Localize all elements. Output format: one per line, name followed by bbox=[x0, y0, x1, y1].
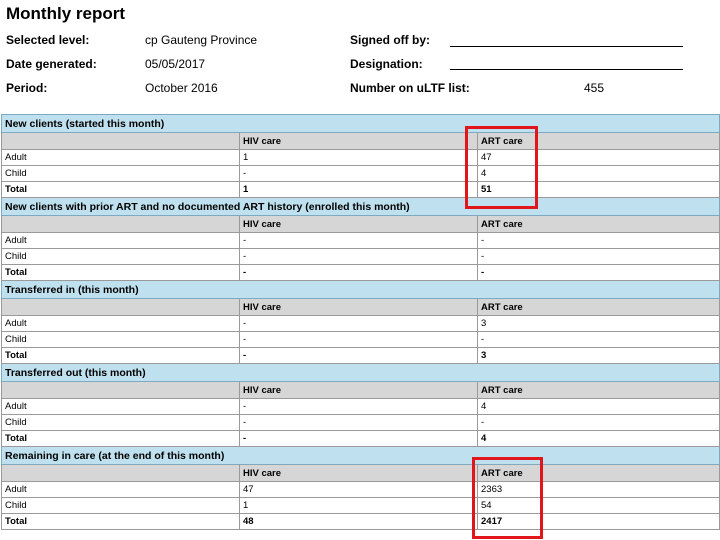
column-header-hiv: HIV care bbox=[240, 216, 478, 233]
signed-off-label: Signed off by: bbox=[350, 33, 430, 47]
column-header-row bbox=[2, 216, 720, 233]
section-header bbox=[2, 115, 720, 133]
column-header-blank bbox=[2, 133, 240, 150]
column-header-art: ART care bbox=[478, 216, 720, 233]
section-header bbox=[2, 281, 720, 299]
art-care-value: 51 bbox=[478, 182, 720, 198]
row-label: Adult bbox=[2, 150, 240, 166]
row-label: Child bbox=[2, 166, 240, 182]
ultf-value: 455 bbox=[584, 81, 605, 95]
art-care-value: 4 bbox=[478, 431, 720, 447]
selected-level-label: Selected level: bbox=[6, 33, 90, 47]
section-title: New clients with prior ART and no documented ART history (enrolled this month) bbox=[2, 198, 720, 216]
column-header-hiv: HIV care bbox=[240, 133, 478, 150]
date-generated-label: Date generated: bbox=[6, 57, 97, 71]
column-header-art: ART care bbox=[478, 299, 720, 316]
table-row bbox=[2, 265, 720, 281]
section-title: New clients (started this month) bbox=[2, 115, 720, 133]
hiv-care-value: - bbox=[240, 233, 478, 249]
row-label: Adult bbox=[2, 399, 240, 415]
column-header-hiv: HIV care bbox=[240, 382, 478, 399]
column-header-blank bbox=[2, 382, 240, 399]
row-label: Child bbox=[2, 332, 240, 348]
hiv-care-value: - bbox=[240, 316, 478, 332]
signed-off-line bbox=[450, 46, 683, 47]
hiv-care-value: 1 bbox=[240, 182, 478, 198]
hiv-care-value: - bbox=[240, 431, 478, 447]
table-row bbox=[2, 431, 720, 447]
art-care-value: - bbox=[478, 265, 720, 281]
table-row bbox=[2, 182, 720, 198]
hiv-care-value: - bbox=[240, 265, 478, 281]
selected-level-value: cp Gauteng Province bbox=[145, 33, 258, 47]
hiv-care-value: - bbox=[240, 166, 478, 182]
row-label: Adult bbox=[2, 233, 240, 249]
designation-line bbox=[450, 69, 683, 70]
art-care-value: 4 bbox=[478, 166, 720, 182]
table-row bbox=[2, 514, 720, 530]
column-header-row bbox=[2, 382, 720, 399]
table-row bbox=[2, 399, 720, 415]
art-care-value: 4 bbox=[478, 399, 720, 415]
column-header-hiv: HIV care bbox=[240, 465, 478, 482]
column-header-row bbox=[2, 299, 720, 316]
table-row bbox=[2, 348, 720, 364]
hiv-care-value: 47 bbox=[240, 482, 478, 498]
art-care-value: 2363 bbox=[478, 482, 720, 498]
hiv-care-value: - bbox=[240, 415, 478, 431]
section-header bbox=[2, 364, 720, 382]
period-value: October 2016 bbox=[145, 81, 218, 95]
art-care-value: 54 bbox=[478, 498, 720, 514]
column-header-art: ART care bbox=[478, 133, 720, 150]
date-generated-value: 05/05/2017 bbox=[145, 57, 206, 71]
row-label: Total bbox=[2, 265, 240, 281]
table-row bbox=[2, 415, 720, 431]
section-header bbox=[2, 447, 720, 465]
column-header-art: ART care bbox=[478, 465, 720, 482]
table-row bbox=[2, 249, 720, 265]
art-care-value: - bbox=[478, 332, 720, 348]
table-row bbox=[2, 233, 720, 249]
report-title: Monthly report bbox=[6, 4, 125, 23]
table-row bbox=[2, 498, 720, 514]
hiv-care-value: 1 bbox=[240, 498, 478, 514]
column-header-row bbox=[2, 465, 720, 482]
row-label: Child bbox=[2, 249, 240, 265]
table-row bbox=[2, 482, 720, 498]
row-label: Total bbox=[2, 431, 240, 447]
period-label: Period: bbox=[6, 81, 48, 95]
column-header-blank bbox=[2, 465, 240, 482]
section-header bbox=[2, 198, 720, 216]
art-care-value: - bbox=[478, 233, 720, 249]
hiv-care-value: - bbox=[240, 249, 478, 265]
section-title: Remaining in care (at the end of this month) bbox=[2, 447, 720, 465]
art-care-value: 3 bbox=[478, 348, 720, 364]
row-label: Adult bbox=[2, 316, 240, 332]
table-row bbox=[2, 316, 720, 332]
section-title: Transferred out (this month) bbox=[2, 364, 720, 382]
hiv-care-value: - bbox=[240, 332, 478, 348]
report-table bbox=[1, 114, 720, 530]
column-header-art: ART care bbox=[478, 382, 720, 399]
art-care-value: - bbox=[478, 249, 720, 265]
row-label: Total bbox=[2, 514, 240, 530]
designation-label: Designation: bbox=[350, 57, 423, 71]
row-label: Child bbox=[2, 498, 240, 514]
ultf-label: Number on uLTF list: bbox=[350, 81, 470, 95]
column-header-row bbox=[2, 133, 720, 150]
row-label: Child bbox=[2, 415, 240, 431]
art-care-value: 47 bbox=[478, 150, 720, 166]
row-label: Adult bbox=[2, 482, 240, 498]
table-row bbox=[2, 166, 720, 182]
row-label: Total bbox=[2, 182, 240, 198]
row-label: Total bbox=[2, 348, 240, 364]
column-header-blank bbox=[2, 299, 240, 316]
art-care-value: 2417 bbox=[478, 514, 720, 530]
hiv-care-value: - bbox=[240, 399, 478, 415]
art-care-value: 3 bbox=[478, 316, 720, 332]
hiv-care-value: - bbox=[240, 348, 478, 364]
art-care-value: - bbox=[478, 415, 720, 431]
column-header-hiv: HIV care bbox=[240, 299, 478, 316]
column-header-blank bbox=[2, 216, 240, 233]
section-title: Transferred in (this month) bbox=[2, 281, 720, 299]
table-row bbox=[2, 150, 720, 166]
hiv-care-value: 48 bbox=[240, 514, 478, 530]
hiv-care-value: 1 bbox=[240, 150, 478, 166]
table-row bbox=[2, 332, 720, 348]
